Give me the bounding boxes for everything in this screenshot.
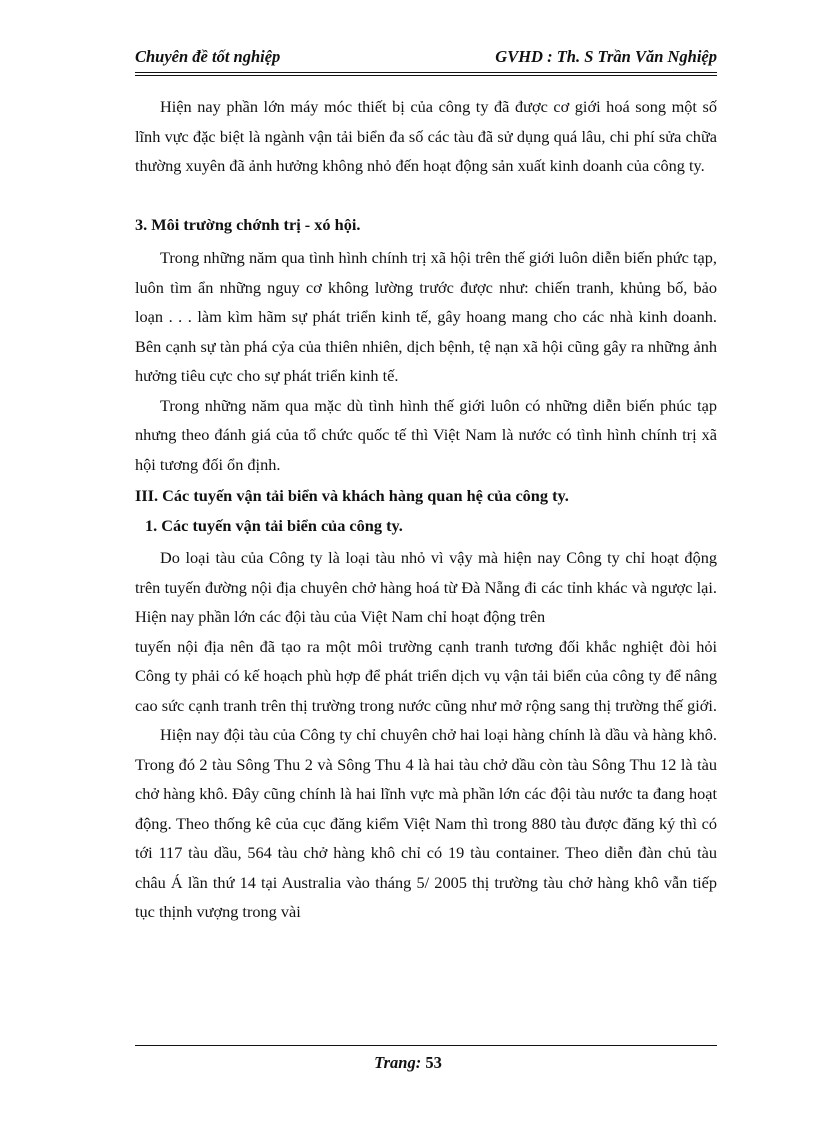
page-number: 53 [425, 1053, 442, 1072]
paragraph-vietnam-stability: Trong những năm qua mặc dù tình hình thế giới luôn có những diễn biến phúc tạp nhưng theo đánh giá của tổ chức quốc tế thì Việt Nam là nước có tình hình chính trị xã hội tương đối ổn định. [135, 395, 717, 474]
page-header [135, 47, 717, 75]
page-label: Trang: [374, 1053, 422, 1072]
subsection-heading-routes: 1. Các tuyến vận tải biển của công ty. [145, 515, 403, 535]
section-heading-political: 3. Môi trường chớnh trị - xó hội. [135, 214, 361, 234]
page-footer [0, 1053, 816, 1073]
header-divider-thin [135, 75, 717, 76]
footer-divider [135, 1045, 717, 1046]
paragraph-routes-b: tuyến nội địa nên đã tạo ra một môi trường cạnh tranh tương đối khắc nghiệt đòi hỏi Công ty phải có kế hoạch phù hợp để phát triển dịch vụ vận tải biển của công ty để nâng cao sức cạnh tranh trên thị trường trong nước cũng như mở rộng sang thị trường thế giới. [135, 636, 717, 715]
paragraph-fleet: Hiện nay đội tàu của Công ty chỉ chuyên chở hai loại hàng chính là dầu và hàng khô. Trong đó 2 tàu Sông Thu 2 và Sông Thu 4 là hai tàu chở dầu còn tàu Sông Thu 12 là tàu chở hàng khô. Đây cũng chính là hai lĩnh vực mà phần lớn các đội tàu nước ta đang hoạt động. Theo thống kê của cục đăng kiểm Việt Nam thì trong 880 tàu được đăng ký thì có tới 117 tàu dầu, 564 tàu chở hàng khô chỉ có 19 tàu container. Theo diễn đàn chủ tàu châu Á lần thứ 14 tại Australia vào tháng 5/ 2005 thị trường tàu chở hàng khô vẫn tiếp tục thịnh vượng trong vài [135, 725, 717, 921]
chapter-heading-routes: III. Các tuyến vận tải biển và khách hàng quan hệ của công ty. [135, 486, 569, 505]
header-title: Chuyên đề tốt nghiệp [135, 47, 281, 66]
paragraph-routes-a: Do loại tàu của Công ty là loại tàu nhỏ vì vậy mà hiện nay Công ty chỉ hoạt động trên tuyến đường nội địa chuyên chở hàng hoá từ Đà Nẵng đi các tỉnh khác và ngược lại. Hiện nay phần lớn các đội tàu của Việt Nam chỉ hoạt động trên [135, 548, 717, 626]
header-advisor: GVHD : Th. S Trần Văn Nghiệp [495, 47, 717, 66]
page-body [135, 92, 717, 927]
header-divider [135, 72, 717, 73]
paragraph-political-risks: Trong những năm qua tình hình chính trị xã hội trên thế giới luôn diễn biến phức tạp, luôn tìm ẩn những nguy cơ không lường trước được như: chiến tranh, khủng bố, bảo loạn . . . làm kìm hãm sự phát triển kinh tế, gây hoang mang cho các nhà kinh doanh. Bên cạnh sự tàn phá cỷa của thiên nhiên, dịch bệnh, tệ nạn xã hội cũng gây ra những ảnh hưởng tiêu cực cho sự phát triển kinh tế. [135, 248, 717, 385]
paragraph-equipment: Hiện nay phần lớn máy móc thiết bị của công ty đã được cơ giới hoá song một số lĩnh vực đặc biệt là ngành vận tải biển đa số các tàu đã sử dụng quá lâu, chi phí sửa chữa thường xuyên đã ảnh hưởng không nhỏ đến hoạt động sản xuất kinh doanh của công ty. [135, 97, 717, 175]
